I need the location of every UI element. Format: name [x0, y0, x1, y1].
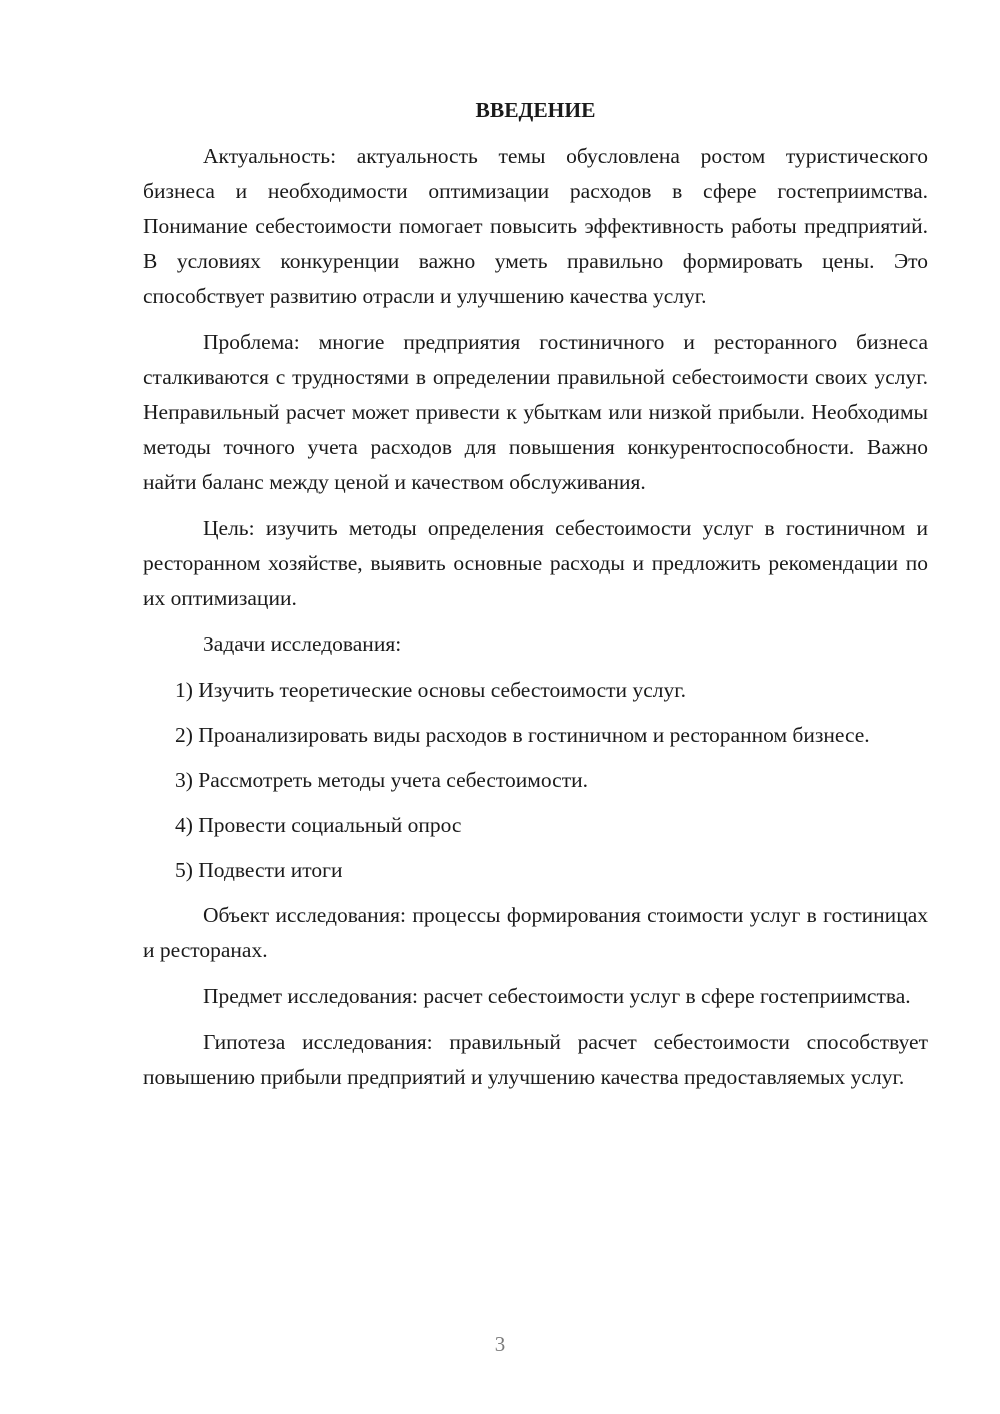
section-title: ВВЕДЕНИЕ: [475, 98, 596, 122]
task-item: 4) Провести социальный опрос: [175, 813, 462, 837]
paragraph-object: Объект исследования: процессы формирования стоимости услуг в гостиницах и ресторанах.: [143, 903, 928, 962]
task-item: 1) Изучить теоретические основы себестоимости услуг.: [175, 678, 686, 702]
task-item: 5) Подвести итоги: [175, 858, 343, 882]
paragraph-subject: Предмет исследования: расчет себестоимости услуг в сфере гостеприимства.: [203, 984, 911, 1008]
paragraph-problem: Проблема: многие предприятия гостиничного и ресторанного бизнеса сталкиваются с трудностями в определении правильной себестоимости своих услуг. Неправильный расчет может привести к убыткам или низкой прибыли. Необходимы методы точного учета расходов для повышения конкурентоспособности. Важно найти баланс между ценой и качеством обслуживания.: [143, 330, 928, 494]
document-page: [143, 93, 928, 1106]
paragraph-goal: Цель: изучить методы определения себестоимости услуг в гостиничном и ресторанном хозяйстве, выявить основные расходы и предложить рекомендации по их оптимизации.: [143, 516, 928, 610]
paragraph-hypothesis: Гипотеза исследования: правильный расчет себестоимости способствует повышению прибыли предприятий и улучшению качества предоставляемых услуг.: [143, 1030, 928, 1089]
page-number: 3: [494, 1332, 506, 1356]
paragraph-tasks-heading: Задачи исследования:: [203, 632, 402, 656]
task-item: 2) Проанализировать виды расходов в гостиничном и ресторанном бизнесе.: [175, 723, 870, 747]
task-item: 3) Рассмотреть методы учета себестоимости.: [175, 768, 589, 792]
paragraph-relevance: Актуальность: актуальность темы обусловлена ростом туристического бизнеса и необходимости оптимизации расходов в сфере гостеприимства. Понимание себестоимости помогает повысить эффективность работы предприятий. В условиях конкуренции важно уметь правильно формировать цены. Это способствует развитию отрасли и улучшению качества услуг.: [143, 144, 928, 308]
